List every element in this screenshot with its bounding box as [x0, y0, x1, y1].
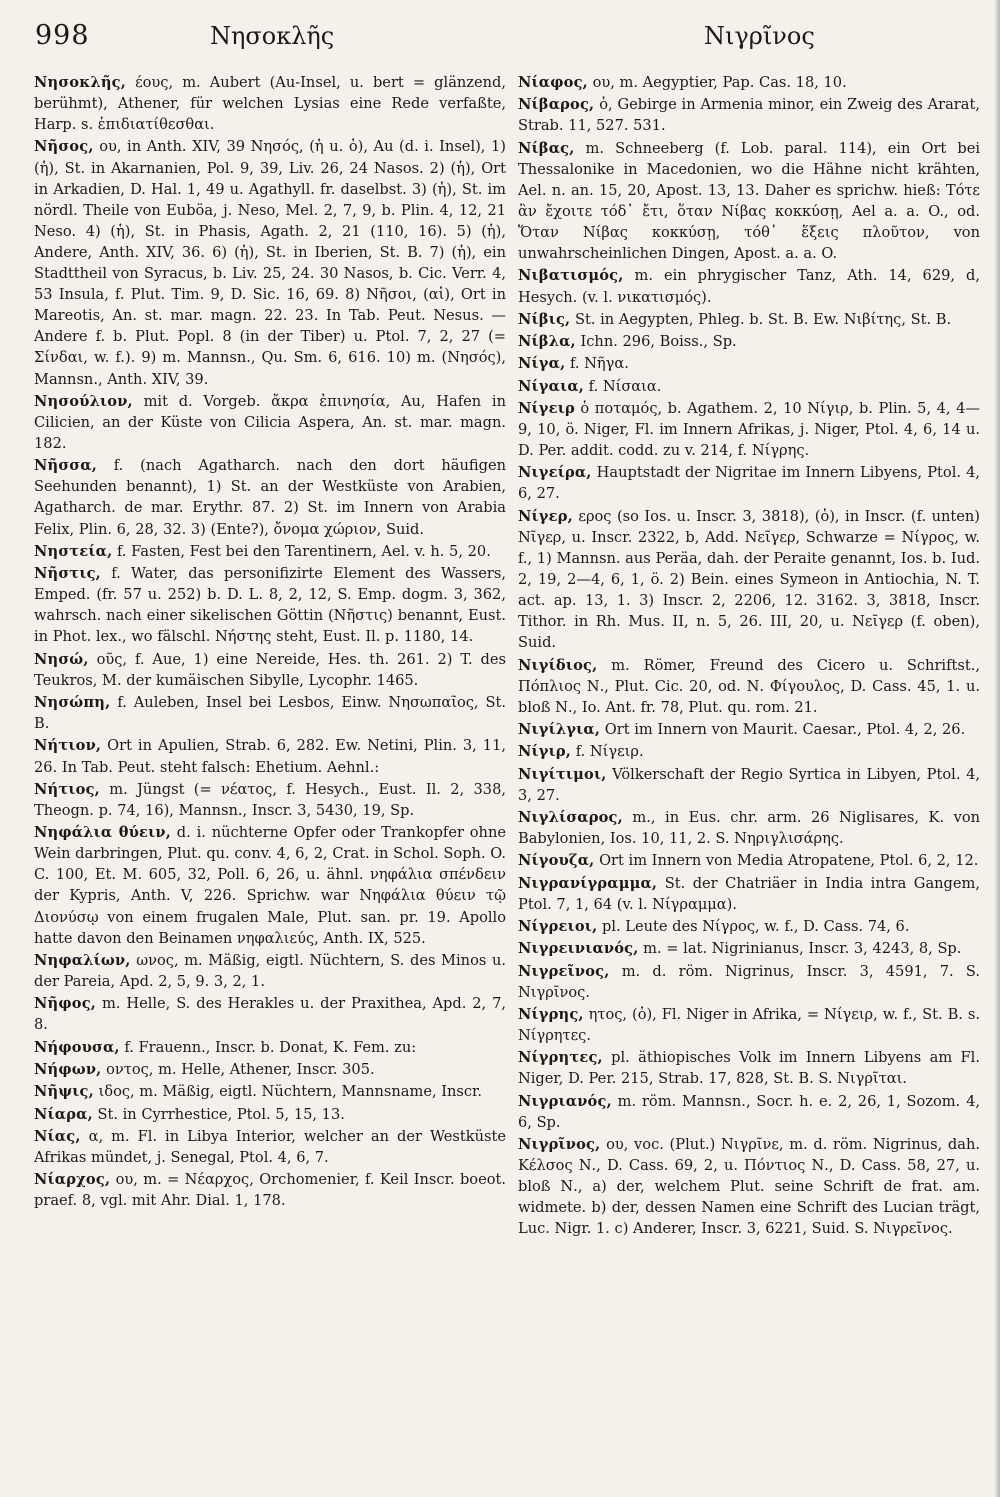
entry-definition: d. i. nüchterne Opfer oder Trankopfer ohne Wein darbringen, Plut. qu. conv. 4, 6, 2, Crat. in Schol. Soph. O. C. 100, Et. M. 605, 32, Poll. 6, 26, u. ähnl. νηφάλια σπένδειν der Kypris, Anth. V, 226. Sprichw. war Νηφάλια θύειν τῷ Διονύσῳ von einem frugalen Male, Plut. san. pr. 19. Apollo hatte davon den Beinamen νηφαλιεύς, Anth. IX, 525. [34, 824, 506, 947]
entry-definition: Ichn. 296, Boiss., Sp. [575, 333, 737, 351]
dictionary-entry [518, 1091, 980, 1133]
entry-definition: ητος, (ὁ), Fl. Niger in Afrika, = Νίγειρ, w. f., St. B. s. Νίγρητες. [518, 1005, 980, 1045]
entry-definition: f. Fasten, Fest bei den Tarentinern, Ael. v. h. 5, 20. [112, 542, 491, 560]
entry-definition: pl. Leute des Νίγρος, w. f., D. Cass. 74, 6. [597, 918, 910, 936]
entry-definition: m. Schneeberg (f. Lob. paral. 114), ein Ort bei Thessalonike in Macedonien, wo die Hähne nicht krähten, Ael. n. an. 15, 20, Apost. 13, 13. Daher es sprichw. hieß: Τότε ἂν ἔχοιτε τόδ᾽ ἔτι, ὅταν Νίβας κοκκύσῃ, Ael a. a. O., od. Ὅταν Νίβας κοκκύσῃ, τόθ᾽ ἕξεις πλοῦτον, von unwahrscheinlichen Dingen, Apost. a. a. O. [518, 139, 980, 263]
dictionary-entry [518, 719, 980, 740]
entry-definition: ιδος, m. Mäßig, eigtl. Nüchtern, Mannsname, Inscr. [93, 1083, 483, 1101]
dictionary-entry [34, 391, 506, 454]
dictionary-entry [34, 1126, 506, 1168]
entry-headword: Νίγρητες, [518, 1049, 603, 1067]
dictionary-entry [518, 506, 980, 654]
entry-definition: ου, in Anth. XIV, 39 Νησός, (ἡ u. ὁ), Au (d. i. Insel), 1) (ἡ), St. in Akarnanien, Pol. 9, 39, Liv. 26, 24 Nasos. 2) (ἡ), Ort in Arkadien, D. Hal. 1, 49 u. Agathyll. fr. daselbst. 3) (ἡ), St. im nördl. Theile von Euböa, j. Neso, Mel. 2, 7, 9, b. Plin. 4, 12, 21 Neso. 4) (ἡ), St. in Phasis, Agath. 2, 21 (110, 16). 5) (ἡ), Andere, Anth. XIV, 36. 6) (ἡ), St. in Iberien, St. B. 7) (ἡ), ein Stadttheil von Syracus, b. Liv. 25, 24. 30 Nasos, b. Cic. Verr. 4, 53 Insula, f. Plut. Tim. 9, D. Sic. 16, 69. 8) Νῆσοι, (αἱ), Ort in Mareotis, An. st. mar. magn. 22. 23. In Tab. Peut. Nesus. — Andere f. b. Plut. Popl. 8 (in der Tiber) u. Ptol. 7, 2, 27 (= Σίνδαι, w. f.). 9) m. Mannsn., Qu. Sm. 6, 616. 10) m. (Νησός), Mannsn., Anth. XIV, 39. [34, 138, 506, 388]
entry-definition: έους, m. Aubert (Au-Insel, u. bert = glänzend, berühmt), Athener, für welchen Lysias eine Rede verfaßte, Harp. s. ἐπιδιατίθεσθαι. [34, 74, 506, 134]
dictionary-entry [518, 655, 980, 718]
right-column [518, 72, 980, 1482]
entry-definition: f. Frauenn., Inscr. b. Donat, K. Fem. zu: [119, 1038, 417, 1056]
entry-headword: Νίβλα, [518, 333, 576, 351]
entry-headword: Νησώ, [34, 650, 89, 668]
entry-headword: Νιγλίσαρος, [518, 809, 623, 826]
dictionary-entry [518, 94, 980, 136]
entry-headword: Νήφων, [34, 1060, 102, 1078]
entry-headword: Νῆφος, [34, 995, 97, 1013]
entry-headword: Νίγουζα, [518, 852, 595, 870]
entry-definition: St. in Cyrrhestice, Ptol. 5, 15, 13. [92, 1105, 345, 1123]
dictionary-entry [34, 692, 506, 734]
entry-headword: Νίγαια, [518, 377, 585, 395]
dictionary-entry [518, 353, 980, 374]
dictionary-entry [518, 309, 980, 330]
dictionary-entry [518, 850, 980, 871]
dictionary-entry [518, 376, 980, 397]
dictionary-entry [518, 398, 980, 461]
entry-definition: f. Water, das personifizirte Element des Wassers, Emped. (fr. 57 u. 252) b. D. L. 8, 2, 12, S. Emp. dogm. 3, 362, wahrsch. nach einer sikelischen Göttin (Νῆστις) benannt, Eust. in Phot. lex., wo fälschl. Νήστης steht, Eust. Il. p. 1180, 14. [34, 565, 506, 646]
entry-headword: Νιγρεῖνος, [518, 962, 610, 980]
entry-definition: f. (nach Agatharch. nach den dort häufigen Seehunden benannt), 1) St. an der Westküste von Arabien, Agatharch. de mar. Erythr. 87. 2) St. im Innern von Arabia Felix, Plin. 6, 28, 32. 3) (Ente?), ὄνομα χώριον, Suid. [34, 457, 506, 538]
entry-definition: f. Νῆγα. [565, 355, 629, 373]
entry-headword: Νίβις, [518, 310, 571, 328]
entry-definition: m. Helle, S. des Herakles u. der Praxithea, Apd. 2, 7, 8. [34, 995, 506, 1034]
entry-definition: οντος, m. Helle, Athener, Inscr. 305. [101, 1060, 375, 1078]
entry-definition: m. Jüngst (= νέατος, f. Hesych., Eust. Il. 2, 338, Theogn. p. 74, 16), Mannsn., Inscr. 3, 5430, 19, Sp. [34, 780, 506, 819]
entry-definition: f. Νίσαια. [584, 377, 662, 395]
entry-headword: Νιγείρα, [518, 464, 592, 482]
dictionary-entry [34, 455, 506, 539]
entry-definition: m. d. röm. Nigrinus, Inscr. 3, 4591, 7. S. Νιγρῖνος. [518, 962, 980, 1001]
dictionary-entry [34, 1059, 506, 1080]
entry-definition: ου, m. = Νέαρχος, Orchomenier, f. Keil Inscr. boeot. praef. 8, vgl. mit Ahr. Dial. 1, 178. [34, 1171, 506, 1210]
entry-headword: Νίγα, [518, 355, 566, 373]
dictionary-entry [34, 735, 506, 777]
dictionary-entry [34, 649, 506, 691]
entry-headword: Νιγριανός, [518, 1092, 612, 1110]
dictionary-entry [518, 961, 980, 1003]
dictionary-entry [518, 1134, 980, 1239]
dictionary-entry [34, 1081, 506, 1102]
entry-headword: Νίγιρ, [518, 743, 572, 761]
entry-headword: Νηφάλια θύειν, [34, 824, 171, 842]
entry-definition: ὁ ποταμός, b. Agathem. 2, 10 Νίγιρ, b. Plin. 5, 4, 4—9, 10, ö. Niger, Fl. im Innern Afrikas, j. Niger, Ptol. 4, 6, 14 u. D. Per. addit. codd. zu v. 214, f. Νίγρης. [518, 399, 980, 460]
dictionary-entry [518, 265, 980, 307]
dictionary-entry [518, 741, 980, 762]
entry-headword: Νιγίδιος, [518, 656, 598, 674]
entry-definition: οῦς, f. Aue, 1) eine Nereide, Hes. th. 261. 2) T. des Teukros, M. der kumäischen Sibylle, Lycophr. 1465. [34, 650, 506, 689]
dictionary-entry [34, 72, 506, 135]
left-column [34, 72, 506, 1482]
entry-definition: m. röm. Mannsn., Socr. h. e. 2, 26, 1, Sozom. 4, 6, Sp. [518, 1092, 980, 1131]
dictionary-entry [518, 462, 980, 504]
dictionary-entry [518, 764, 980, 806]
entry-definition: St. in Aegypten, Phleg. b. St. B. Ew. Νιβίτης, St. B. [570, 310, 952, 328]
entry-definition: Hauptstadt der Nigritae im Innern Libyens, Ptol. 4, 6, 27. [518, 464, 980, 503]
entry-headword: Νῆσος, [34, 138, 94, 156]
entry-definition: m. = lat. Nigrinianus, Inscr. 3, 4243, 8, Sp. [638, 940, 962, 958]
entry-headword: Νίαφος, [518, 74, 588, 91]
entry-definition: Völkerschaft der Regio Syrtica in Libyen, Ptol. 4, 3, 27. [518, 765, 980, 804]
entry-headword: Νιβατισμός, [518, 267, 624, 285]
dictionary-entry [518, 916, 980, 937]
entry-definition: mit d. Vorgeb. ἄκρα ἐπινησία, Au, Hafen in Cilicien, an der Küste von Cilicia Aspera, An. st. mar. magn. 182. [34, 392, 506, 452]
entry-definition: f. Νίγειρ. [571, 743, 644, 761]
dictionary-entry [518, 1047, 980, 1089]
entry-headword: Νηστεία, [34, 542, 113, 560]
entry-headword: Νίαρχος, [34, 1171, 111, 1189]
dictionary-entry [518, 938, 980, 959]
dictionary-entry [34, 993, 506, 1035]
entry-definition: Ort in Apulien, Strab. 6, 282. Ew. Netini, Plin. 3, 11, 26. In Tab. Peut. steht falsch: Ehetium. Aehnl.: [34, 737, 506, 776]
entry-headword: Νίγρειοι, [518, 918, 598, 936]
entry-definition: α, m. Fl. in Libya Interior, welcher an der Westküste Afrikas mündet, j. Senegal, Ptol. 4, 6, 7. [34, 1127, 506, 1166]
entry-headword: Νῆσσα, [34, 457, 97, 475]
entry-definition: ωνος, m. Mäßig, eigtl. Nüchtern, S. des Minos u. der Pareia, Apd. 2, 5, 9. 3, 2, 1. [34, 951, 506, 990]
entry-headword: Νίβαρος, [518, 96, 595, 114]
entry-headword: Νήτιος, [34, 780, 100, 798]
entry-definition: m. ein phrygischer Tanz, Ath. 14, 629, d, Hesych. (v. l. νικατισμός). [518, 267, 980, 306]
entry-headword: Νηφαλίων, [34, 951, 131, 969]
left-running-head: Νησοκλῆς [210, 22, 335, 50]
dictionary-entry [518, 138, 980, 265]
dictionary-entry [518, 1004, 980, 1046]
dictionary-entry [34, 779, 506, 821]
entry-headword: Νησώπη, [34, 694, 111, 712]
entry-headword: Νιγρανίγραμμα, [518, 874, 658, 892]
page-number: 998 [35, 20, 90, 51]
entry-headword: Νίαρα, [34, 1105, 93, 1123]
entry-headword: Νησούλιον, [34, 392, 133, 410]
dictionary-entry [34, 1104, 506, 1125]
dictionary-entry [518, 807, 980, 849]
entry-headword: Νιγρῖνος, [518, 1136, 601, 1154]
entry-definition: m., in Eus. chr. arm. 26 Niglisares, K. von Babylonien, Ios. 10, 11, 2. S. Νηριγλισάρης. [518, 809, 980, 848]
entry-headword: Νίβας, [518, 139, 575, 157]
running-header [0, 14, 1000, 64]
entry-definition: Ort im Innern von Maurit. Caesar., Ptol. 4, 2, 26. [600, 721, 966, 739]
dictionary-entry [518, 873, 980, 915]
entry-headword: Νησοκλῆς, [34, 74, 126, 91]
dictionary-entry [34, 1037, 506, 1058]
entry-headword: Νίγειρ [518, 399, 575, 417]
dictionary-entry [518, 72, 980, 93]
entry-headword: Νιγρεινιανός, [518, 940, 639, 958]
entry-headword: Νήτιον, [34, 737, 102, 755]
entry-definition: pl. äthiopisches Volk im Innern Libyens am Fl. Niger, D. Per. 215, Strab. 17, 828, St. B. S. Νιγρῖται. [518, 1049, 980, 1088]
entry-headword: Νίγερ, [518, 507, 573, 525]
dictionary-entry [518, 331, 980, 352]
entry-headword: Νιγίλγια, [518, 721, 601, 739]
right-running-head: Νιγρῖνος [704, 22, 815, 50]
dictionary-entry [34, 950, 506, 992]
entry-definition: St. der Chatriäer in India intra Gangem, Ptol. 7, 1, 64 (v. l. Νίγραμμα). [518, 874, 980, 913]
entry-definition: ου, voc. (Plut.) Νιγρῖνε, m. d. röm. Nigrinus, dah. Κέλσος Ν., D. Cass. 69, 2, u. Πόντιος Ν., D. Cass. 58, 27, u. bloß Ν., a) der, welchem Plut. seine Schrift de frat. am. widmete. b) der, dessen Namen eine Schrift des Lucian trägt, Luc. Nigr. 1. c) Anderer, Inscr. 3, 6221, Suid. S. Νιγρεῖνος. [518, 1136, 980, 1238]
entry-headword: Νῆψις, [34, 1083, 94, 1101]
entry-definition: ὁ, Gebirge in Armenia minor, ein Zweig des Ararat, Strab. 11, 527. 531. [518, 96, 980, 135]
entry-definition: m. Römer, Freund des Cicero u. Schriftst., Πόπλιος Ν., Plut. Cic. 20, od. Ν. Φίγουλος, D. Cass. 45, 1. u. bloß Ν., Io. Ant. fr. 78, Plut. qu. rom. 21. [518, 656, 980, 716]
entry-headword: Νίας, [34, 1127, 81, 1145]
dictionary-entry [34, 822, 506, 949]
entry-definition: ου, m. Aegyptier, Pap. Cas. 18, 10. [587, 74, 847, 91]
dictionary-entry [34, 541, 506, 562]
entry-headword: Νῆστις, [34, 565, 101, 583]
entry-headword: Νιγίτιμοι, [518, 765, 607, 783]
dictionary-entry [34, 136, 506, 389]
dictionary-entry [34, 563, 506, 647]
entry-headword: Νίγρης, [518, 1005, 584, 1023]
dictionary-entry [34, 1169, 506, 1211]
entry-definition: ερος (so Ios. u. Inscr. 3, 3818), (ὁ), in Inscr. (f. unten) Νῖγερ, u. Inscr. 2322, b, Add. Νεῖγερ, Schwarze = Νίγρος, w. f., 1) Mannsn. aus Peräa, dah. der Peraite genannt, Ios. b. Iud. 2, 19, 2—4, 6, 1, ö. 2) Bein. eines Symeon in Antiochia, N. T. act. ap. 13, 1. 3) Inscr. 2, 2206, 12. 3162. 3, 3818, Inscr. Tithor. in Rh. Mus. II, n. 5, 26. III, 20, u. Νεῖγερ (f. oben), Suid. [518, 507, 980, 652]
entry-definition: Ort im Innern von Media Atropatene, Ptol. 6, 2, 12. [594, 852, 979, 870]
entry-headword: Νήφουσα, [34, 1038, 120, 1056]
entry-definition: f. Auleben, Insel bei Lesbos, Einw. Νησωπαῖος, St. B. [34, 694, 506, 733]
